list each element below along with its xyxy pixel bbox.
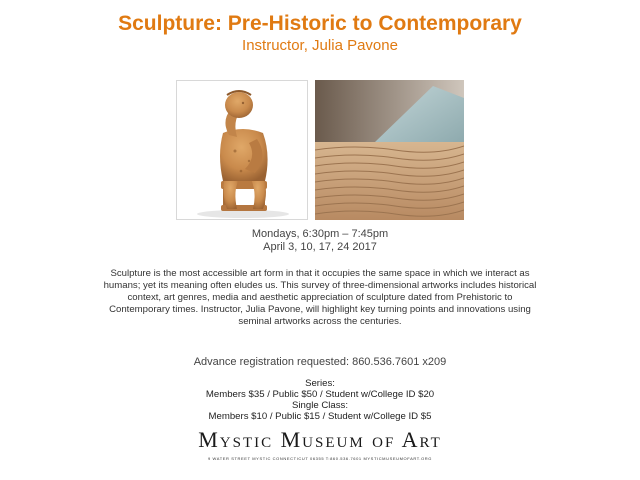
museum-logo-name: Mystic Museum of Art — [198, 427, 442, 452]
schedule-dates: April 3, 10, 17, 24 2017 — [263, 241, 377, 253]
museum-address: 9 WATER STREET MYSTIC CONNECTICUT 06355 T:860.536.7601 MYSTICMUSEUMOFART.ORG — [207, 456, 433, 461]
single-class-label: Single Class: — [292, 400, 348, 411]
wave-sculpture-illustration — [315, 80, 464, 220]
contemporary-sculpture-image — [315, 80, 464, 220]
seated-figure-illustration — [177, 81, 308, 220]
prehistoric-sculpture-image — [176, 80, 308, 220]
instructor-subtitle: Instructor, Julia Pavone — [242, 37, 398, 54]
page-title: Sculpture: Pre-Historic to Contemporary — [118, 12, 522, 35]
series-prices: Members $35 / Public $50 / Student w/College ID $20 — [205, 389, 435, 400]
series-label: Series: — [305, 378, 335, 389]
single-class-prices: Members $10 / Public $15 / Student w/College ID $5 — [208, 411, 432, 422]
course-description: Sculpture is the most accessible art form in that it occupies the same space in which we interact as humans; yet its meaning often eludes us. This survey of three-dimensional artworks includes historical context, art genres, media and aesthetic appreciation of sculpture dated from Prehistoric to Contemporary times. Instructor, Julia Pavone, will highlight key turning points and innovations using seminal artworks across the centuries. — [103, 268, 537, 327]
registration-info: Advance registration requested: 860.536.7601 x209 — [193, 356, 447, 368]
schedule-time: Mondays, 6:30pm – 7:45pm — [251, 228, 389, 240]
